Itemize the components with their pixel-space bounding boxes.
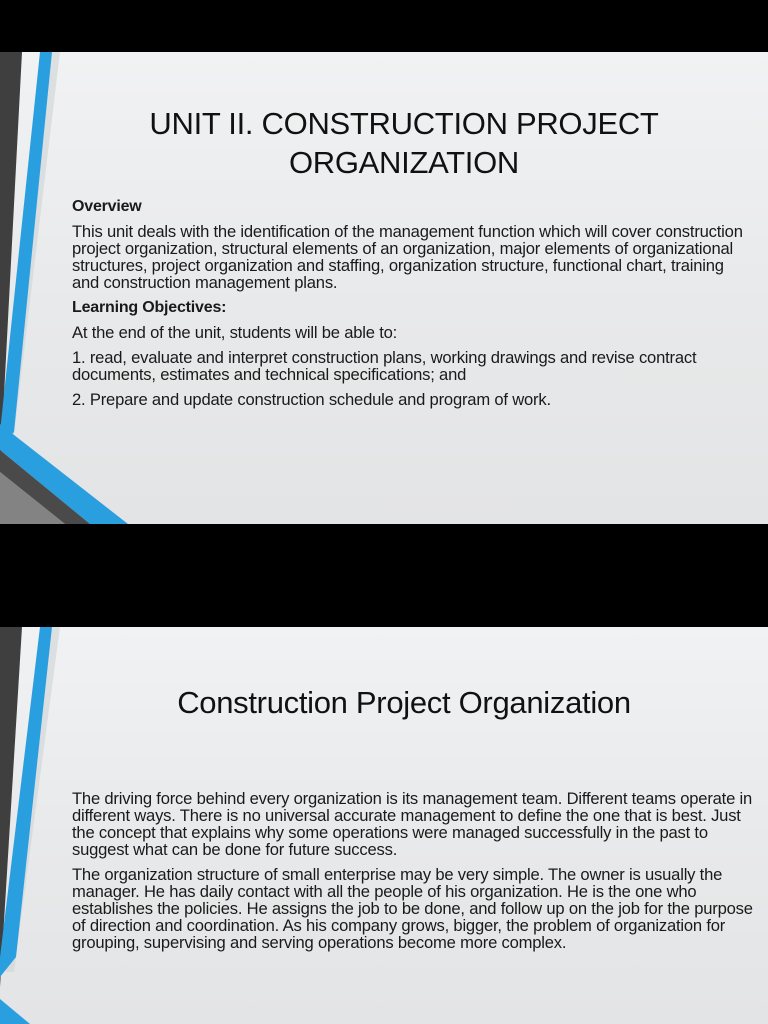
overview-heading: Overview [72, 198, 142, 215]
blue-diagonal [0, 424, 128, 524]
blue-stripe [0, 52, 52, 447]
objective-item-2: 2. Prepare and update construction schedule and program of work. [72, 390, 551, 409]
slide-body [72, 198, 754, 416]
blue-diagonal [0, 999, 30, 1024]
paragraph-1: The driving force behind every organization is its management team. Different teams operate in different ways. There is no universal accurate management to define the one that is best. Just the concept that explains why some operations were managed successfully in the past to suggest what can be done for future success. [72, 789, 753, 859]
light-stripe [6, 627, 60, 972]
title-line-1: UNIT II. CONSTRUCTION PROJECT [149, 106, 659, 141]
gray-stripe [0, 627, 22, 987]
light-stripe [4, 52, 60, 452]
dark-corner [0, 472, 65, 524]
gray-diagonal [0, 450, 90, 524]
objectives-intro: At the end of the unit, students will be able to: [72, 323, 398, 342]
slide-body [72, 790, 754, 959]
paragraph-2: The organization structure of small enterprise may be very simple. The owner is usually the manager. He has daily contact with all the people of his organization. He is the one who establishes the policies. He assigns the job to be done, and follow up on the job for the purpose of direction and coordination. As his company grows, bigger, the problem of organization for grouping, supervising and serving operations become more complex. [72, 865, 753, 952]
overview-text: This unit deals with the identification of the management function which will cover construction project organization, structural elements of an organization, major elements of organizational structures, project organization and staffing, organization structure, functional chart, training and construction management plans. [72, 222, 743, 292]
blue-stripe [0, 627, 52, 977]
objective-item-1: 1. read, evaluate and interpret construction plans, working drawings and revise contract documents, estimates and technical specifications; and [72, 348, 697, 384]
slide-title: Construction Project Organization [177, 685, 631, 720]
slide-title [60, 104, 748, 182]
slide-unit-overview [0, 52, 768, 524]
title-line-2: ORGANIZATION [288, 145, 520, 180]
slide-construction-project-organization [0, 627, 768, 1024]
objectives-heading: Learning Objectives: [72, 299, 227, 316]
gray-stripe [0, 52, 22, 472]
